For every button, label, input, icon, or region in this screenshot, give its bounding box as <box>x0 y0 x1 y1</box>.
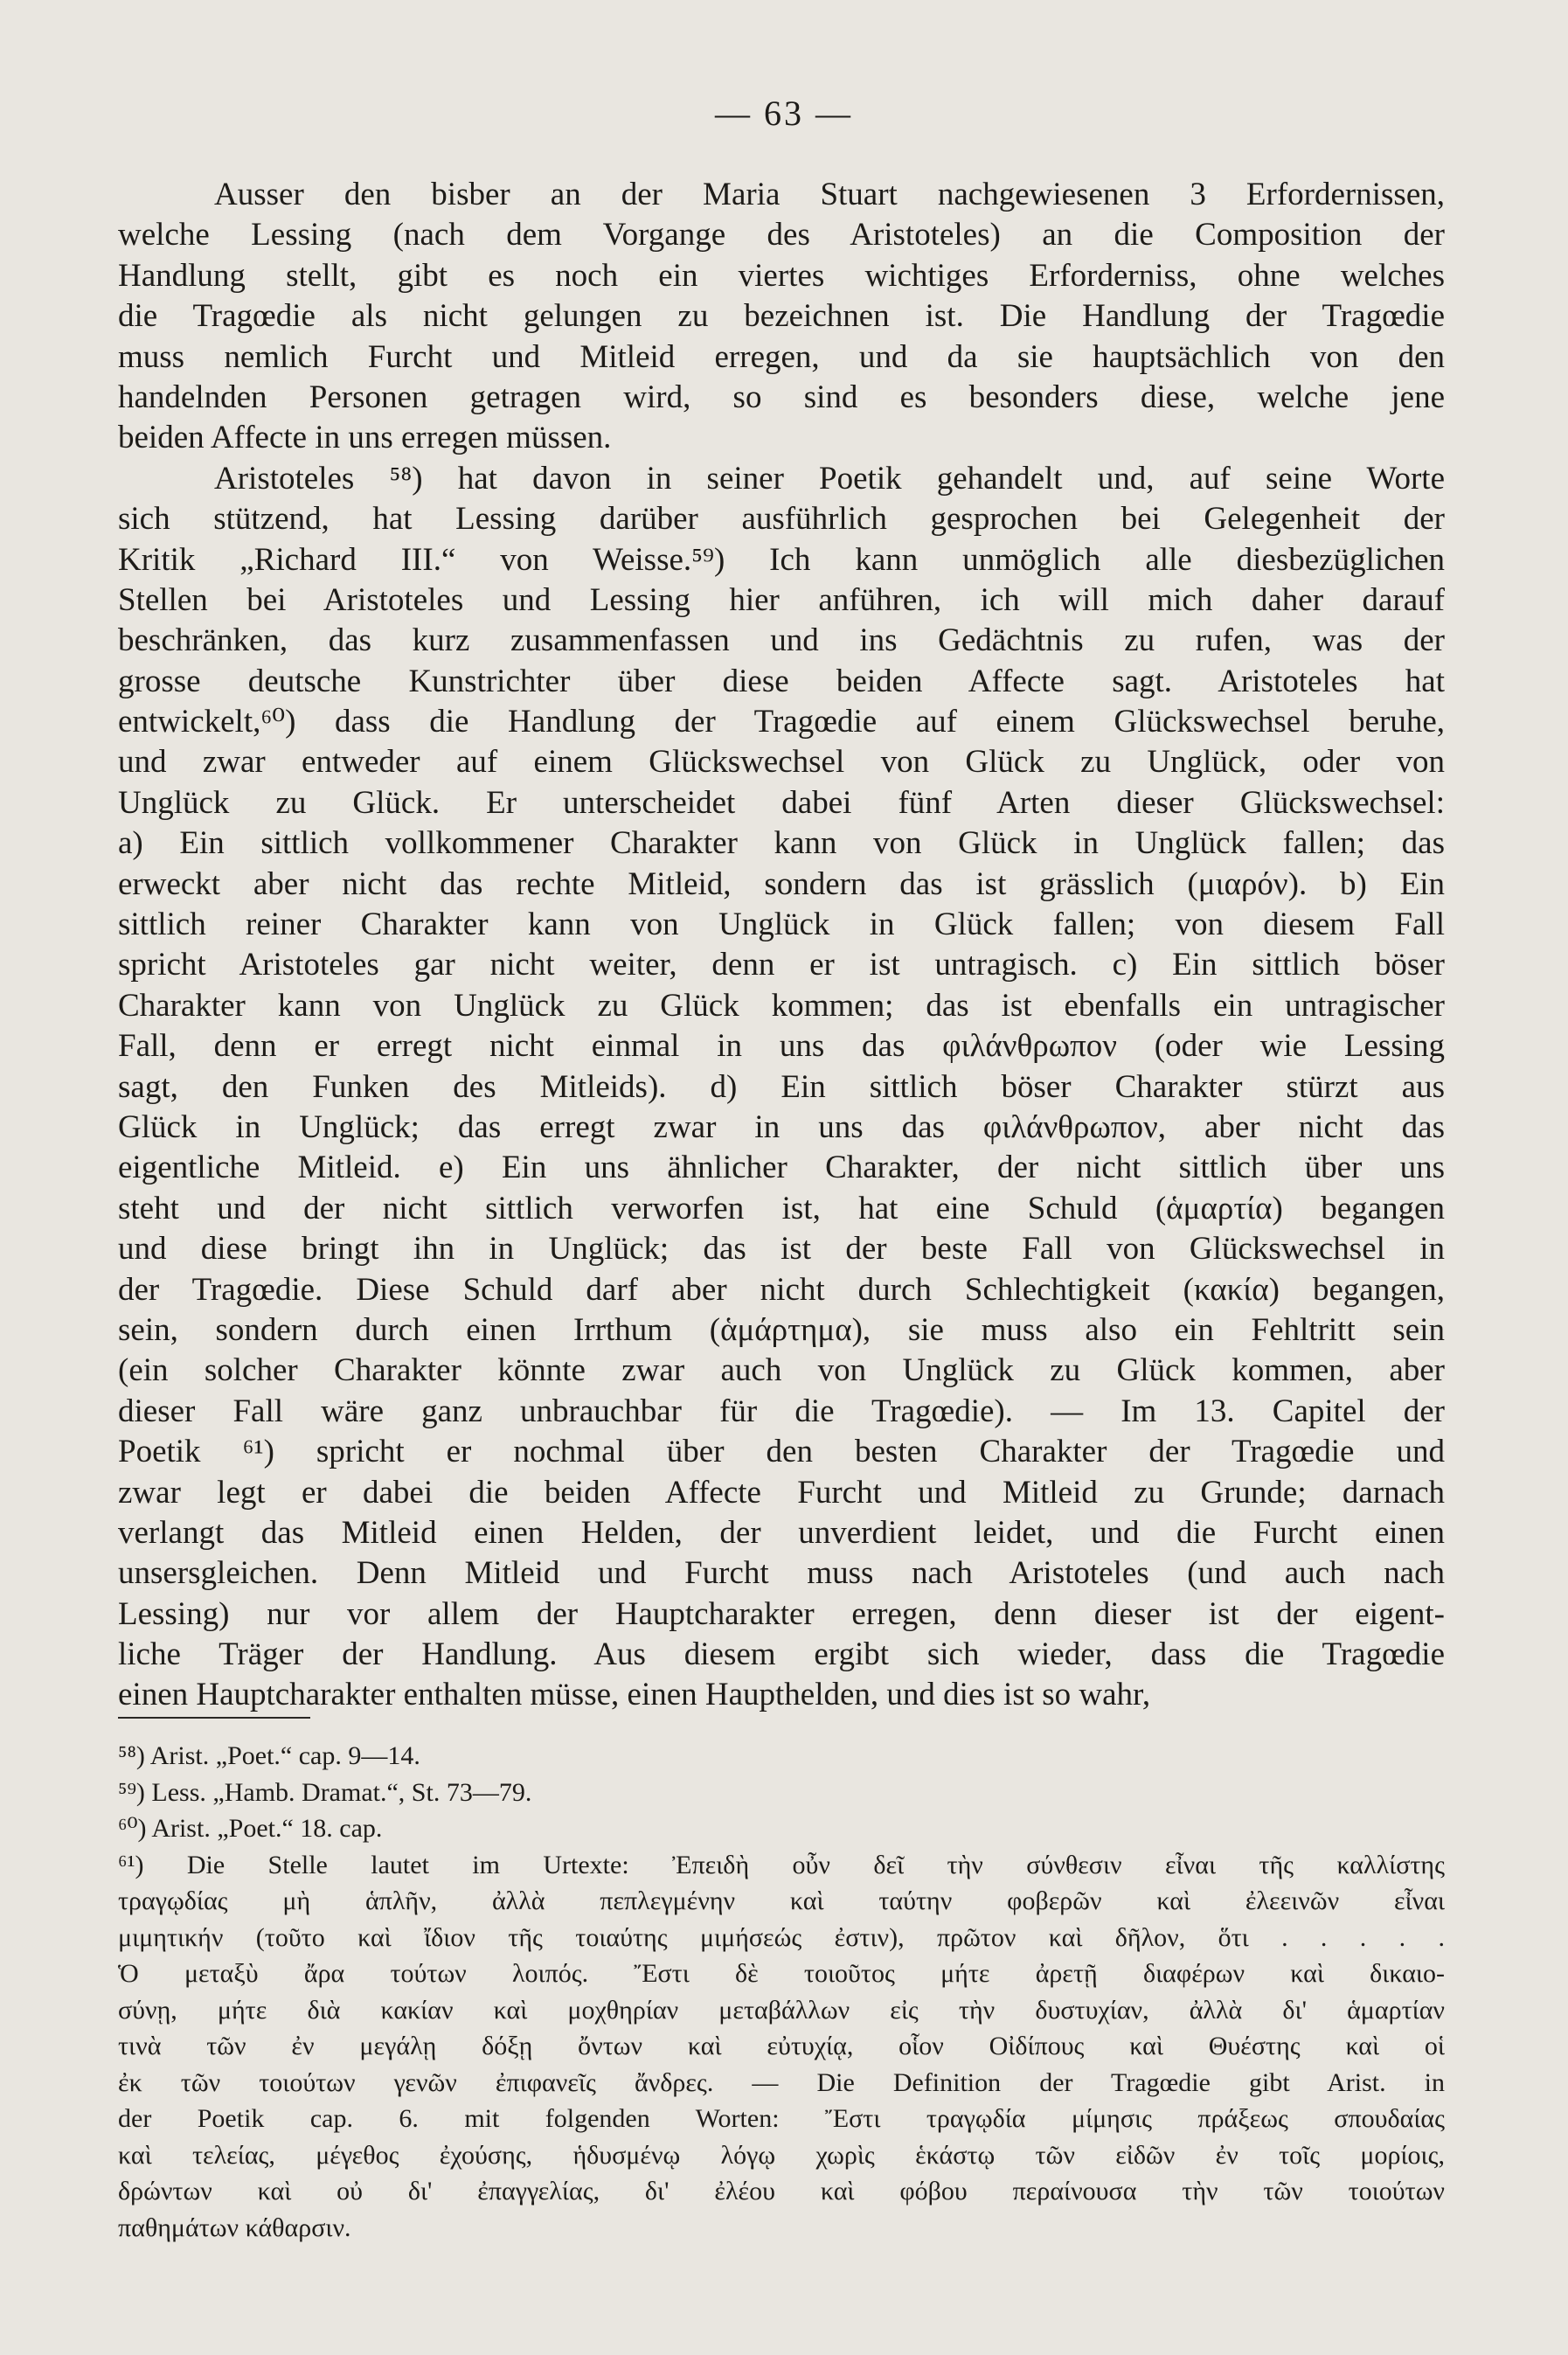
text-line: Ausser den bisber an der Maria Stuart nachgewiesenen 3 Erfordernissen, <box>214 177 1445 212</box>
footnote-line: δρώντων καὶ οὐ δι' ἐπαγγελίας, δι' ἐλέου καὶ φόβου περαίνουσα τὴν τῶν τοιούτων <box>118 2177 1445 2206</box>
text-line: grosse deutsche Kunstrichter über diese beiden Affecte sagt. Aristoteles hat <box>118 663 1445 699</box>
text-line: welche Lessing (nach dem Vorgange des Aristoteles) an die Composition der <box>118 217 1445 254</box>
text-line: muss nemlich Furcht und Mitleid erregen, und da sie hauptsächlich von den <box>118 338 1445 375</box>
text-line: (ein solcher Charakter könnte zwar auch von Unglück zu Glück kommen, aber <box>118 1352 1445 1389</box>
text-line: Stellen bei Aristoteles und Lessing hier anführen, ich will mich daher darauf <box>118 581 1445 618</box>
footnote-line: μιμητικήν (τοῦτο καὶ ἴδιον τῆς τοιαύτης μιμήσεώς ἐστιν), πρῶτον καὶ δῆλον, ὅτι . . . . . <box>118 1922 1445 1952</box>
text-line: einen Hauptcharakter enthalten müsse, einen Haupthelden, und dies ist so wahr, <box>118 1677 1151 1713</box>
text-line: steht und der nicht sittlich verworfen ist, hat eine Schuld (ἁμαρτία) begangen <box>118 1190 1445 1226</box>
text-line: sich stützend, hat Lessing darüber ausführlich gesprochen bei Gelegenheit der <box>118 501 1445 538</box>
text-line: Kritik „Richard III.“ von Weisse.⁵⁹) Ich kann unmöglich alle diesbezüglichen <box>118 541 1445 578</box>
text-line: a) Ein sittlich vollkommener Charakter kann von Glück in Unglück fallen; das <box>118 825 1445 862</box>
text-line: und zwar entweder auf einem Glückswechsel von Glück zu Unglück, oder von <box>118 744 1445 781</box>
text-line: beschränken, das kurz zusammenfassen und ins Gedächtnis zu rufen, was der <box>118 622 1445 659</box>
text-line: erweckt aber nicht das rechte Mitleid, sondern das ist grässlich (μιαρόν). b) Ein <box>118 865 1445 902</box>
text-line: der Tragœdie. Diese Schuld darf aber nicht durch Schlechtigkeit (κακία) begangen, <box>118 1271 1445 1308</box>
footnote-line: σύνῃ, μήτε διὰ κακίαν καὶ μοχθηρίαν μεταβάλλων εἰς τὴν δυστυχίαν, ἀλλὰ δι' ἁμαρτίαν <box>118 1995 1445 2025</box>
footnote-line: ⁵⁸) Arist. „Poet.“ cap. 9—14. <box>118 1741 420 1770</box>
footnote-line: ⁶⁰) Arist. „Poet.“ 18. cap. <box>118 1814 383 1843</box>
text-line: die Tragœdie als nicht gelungen zu bezeichnen ist. Die Handlung der Tragœdie <box>118 298 1445 335</box>
footnote-line: καὶ τελείας, μέγεθος ἐχούσης, ἡδυσμένῳ λόγῳ χωρὶς ἑκάστῳ τῶν εἰδῶν ἐν τοῖς μορίοις, <box>118 2140 1445 2170</box>
text-line: dieser Fall wäre ganz unbrauchbar für die Tragœdie). — Im 13. Capitel der <box>118 1393 1445 1429</box>
text-line: Handlung stellt, gibt es noch ein viertes wichtiges Erforderniss, ohne welches <box>118 257 1445 294</box>
text-line: eigentliche Mitleid. e) Ein uns ähnlicher Charakter, der nicht sittlich über uns <box>118 1150 1445 1186</box>
footnote-line: τινὰ τῶν ἐν μεγάλῃ δόξῃ ὄντων καὶ εὐτυχίᾳ, οἷον Οἰδίπους καὶ Θυέστης καὶ οἱ <box>118 2032 1445 2060</box>
text-line: handelnden Personen getragen wird, so sind es besonders diese, welche jene <box>118 379 1445 415</box>
text-line: sagt, den Funken des Mitleids). d) Ein sittlich böser Charakter stürzt aus <box>118 1068 1445 1105</box>
text-line: sein, sondern durch einen Irrthum (ἁμάρτημα), sie muss also ein Fehltritt sein <box>118 1311 1445 1348</box>
text-line: verlangt das Mitleid einen Helden, der unverdient leidet, und die Furcht einen <box>118 1514 1445 1551</box>
text-line: spricht Aristoteles gar nicht weiter, denn er ist untragisch. c) Ein sittlich böser <box>118 947 1445 983</box>
text-line: Fall, denn er erregt nicht einmal in uns das φιλάνθρωπον (oder wie Lessing <box>118 1028 1445 1065</box>
text-line: liche Träger der Handlung. Aus diesem ergibt sich wieder, dass die Tragœdie <box>118 1636 1445 1673</box>
footnote-line: ⁵⁹) Less. „Hamb. Dramat.“, St. 73—79. <box>118 1777 532 1807</box>
main-text <box>118 175 1445 1716</box>
text-line: Aristoteles ⁵⁸) hat davon in seiner Poetik gehandelt und, auf seine Worte <box>214 460 1445 497</box>
text-line: Unglück zu Glück. Er unterscheidet dabei fünf Arten dieser Glückswechsel: <box>118 784 1445 821</box>
footnote-divider <box>118 1717 310 1719</box>
text-line: unsersgleichen. Denn Mitleid und Furcht muss nach Aristoteles (und auch nach <box>118 1555 1445 1592</box>
footnotes <box>118 1738 1445 2246</box>
footnote-line: ἐκ τῶν τοιούτων γενῶν ἐπιφανεῖς ἄνδρες. — Die Definition der Tragœdie gibt Arist. in <box>118 2067 1445 2097</box>
text-line: Lessing) nur vor allem der Hauptcharakter erregen, denn dieser ist der eigent- <box>118 1595 1445 1632</box>
text-line: Charakter kann von Unglück zu Glück kommen; das ist ebenfalls ein untragischer <box>118 987 1445 1024</box>
footnote-line: ⁶¹) Die Stelle lautet im Urtexte: Ἐπειδὴ οὖν δεῖ τὴν σύνθεσιν εἶναι τῆς καλλίστης <box>118 1850 1445 1879</box>
text-line: Poetik ⁶¹) spricht er nochmal über den besten Charakter der Tragœdie und <box>118 1434 1445 1470</box>
page-number: — 63 — <box>715 94 853 133</box>
footnote-line: τραγῳδίας μὴ ἁπλῆν, ἀλλὰ πεπλεγμένην καὶ ταύτην φοβερῶν καὶ ἐλεεινῶν εἶναι <box>118 1886 1445 1915</box>
footnote-line: παθημάτων κάθαρσιν. <box>118 2213 351 2242</box>
text-line: beiden Affecte in uns erregen müssen. <box>118 420 612 456</box>
text-line: sittlich reiner Charakter kann von Unglück in Glück fallen; von diesem Fall <box>118 907 1445 943</box>
text-line: Glück in Unglück; das erregt zwar in uns das φιλάνθρωπον, aber nicht das <box>118 1108 1445 1145</box>
text-line: und diese bringt ihn in Unglück; das ist der beste Fall von Glückswechsel in <box>118 1231 1445 1268</box>
text-line: zwar legt er dabei die beiden Affecte Furcht und Mitleid zu Grunde; darnach <box>118 1474 1445 1511</box>
text-line: entwickelt,⁶⁰) dass die Handlung der Tragœdie auf einem Glückswechsel beruhe, <box>118 704 1445 740</box>
footnote-line: der Poetik cap. 6. mit folgenden Worten: Ἔστι τραγῳδία μίμησις πράξεως σπουδαίας <box>118 2104 1445 2133</box>
footnote-line: Ὁ μεταξὺ ἄρα τούτων λοιπός. Ἔστι δὲ τοιοῦτος μήτε ἀρετῇ διαφέρων καὶ δικαιο- <box>118 1959 1445 1988</box>
